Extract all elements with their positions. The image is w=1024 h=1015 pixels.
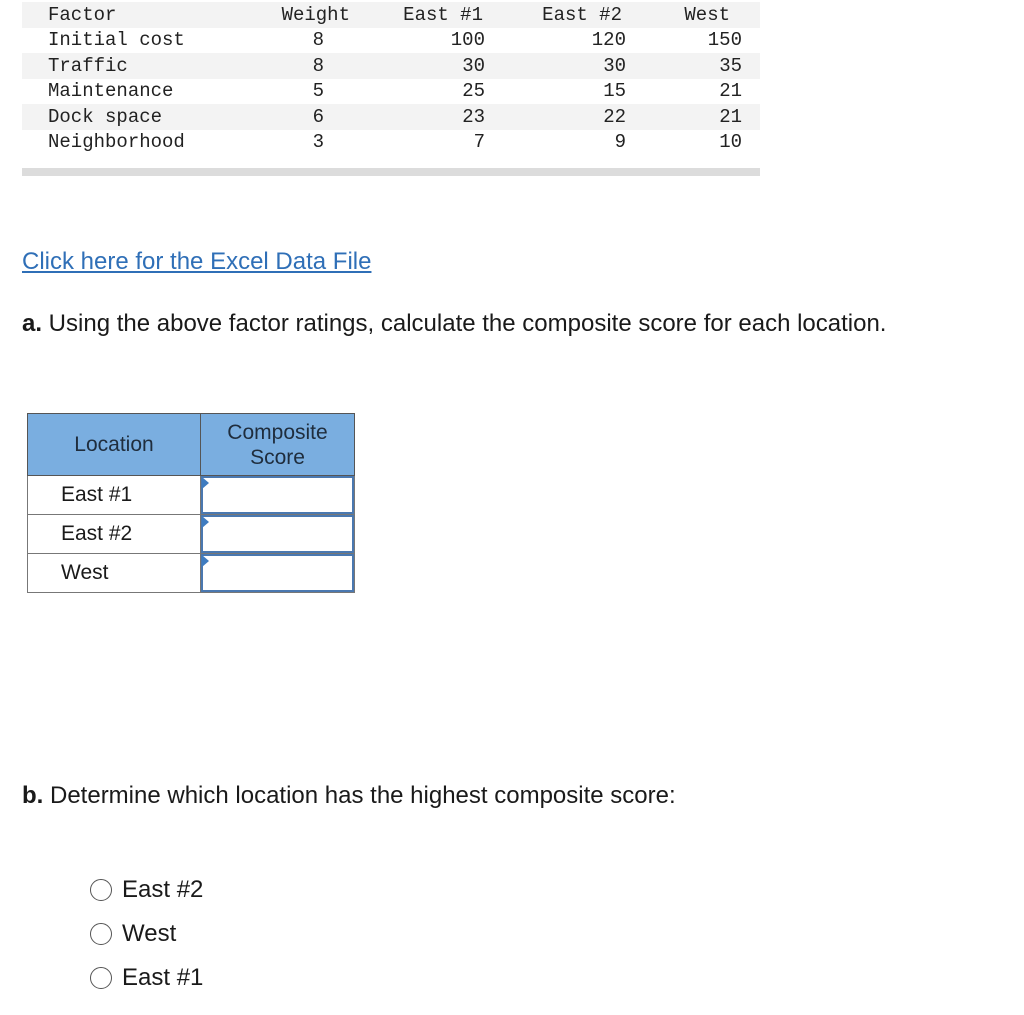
radio-button[interactable]: [90, 967, 112, 989]
question-b-text: Determine which location has the highest composite score:: [43, 782, 676, 809]
question-a-text: Using the above factor ratings, calculate the composite score for each location.: [42, 310, 887, 337]
table-row: [28, 554, 355, 593]
east-2-value: 120: [591, 29, 626, 52]
east-1-value: 7: [473, 131, 485, 154]
composite-score-input-east-1[interactable]: [201, 476, 354, 514]
score-cell: [201, 476, 355, 515]
composite-score-input-east-2[interactable]: [201, 515, 354, 553]
flag-icon: [202, 477, 209, 489]
table-row: [22, 104, 760, 130]
east-2-value: 9: [614, 131, 626, 154]
header-weight: Weight: [281, 3, 350, 26]
west-value: 10: [719, 131, 742, 154]
header-east-2: East #2: [542, 3, 622, 26]
score-cell: [201, 554, 355, 593]
east-1-value: 100: [450, 29, 485, 52]
question-b-label: b.: [22, 782, 44, 809]
header-factor: Factor: [48, 3, 117, 26]
table-row: [22, 53, 760, 79]
header-location: Location: [28, 414, 201, 476]
west-value: 21: [719, 105, 742, 128]
header-east-1: East #1: [403, 3, 483, 26]
question-a: [22, 310, 886, 338]
location-name: East #2: [28, 515, 201, 554]
option-label: East #2: [122, 876, 204, 903]
question-b: [22, 782, 676, 810]
flag-icon: [202, 516, 209, 528]
weight-value: 6: [312, 105, 324, 128]
location-options: [90, 868, 203, 1000]
west-value: 21: [719, 80, 742, 103]
table-row: [22, 28, 760, 54]
factor-name: Maintenance: [48, 80, 174, 103]
east-1-value: 30: [462, 54, 485, 77]
radio-button[interactable]: [90, 923, 112, 945]
header-west: West: [684, 3, 730, 26]
east-2-value: 15: [603, 80, 626, 103]
excel-data-file-link[interactable]: Click here for the Excel Data File: [22, 248, 372, 275]
radio-button[interactable]: [90, 879, 112, 901]
factor-name: Initial cost: [48, 29, 185, 52]
option-west[interactable]: [90, 912, 203, 956]
factor-table-header: [22, 2, 760, 28]
option-east-2[interactable]: [90, 868, 203, 912]
weight-value: 3: [312, 131, 324, 154]
header-score-line2: Score: [250, 445, 305, 469]
east-1-value: 25: [462, 80, 485, 103]
west-value: 150: [707, 29, 742, 52]
factor-name: Dock space: [48, 105, 163, 128]
composite-score-input-west[interactable]: [201, 554, 354, 592]
location-name: East #1: [28, 476, 201, 515]
table-row: [28, 515, 355, 554]
header-score-line1: Composite: [227, 420, 328, 444]
weight-value: 5: [312, 80, 324, 103]
table-row: [22, 130, 760, 156]
question-a-label: a.: [22, 310, 43, 337]
west-value: 35: [719, 54, 742, 77]
east-2-value: 22: [603, 105, 626, 128]
weight-value: 8: [312, 29, 324, 52]
location-name: West: [28, 554, 201, 593]
factor-ratings-table: [22, 2, 760, 155]
option-east-1[interactable]: [90, 956, 203, 1000]
flag-icon: [202, 555, 209, 567]
header-composite-score: [201, 414, 355, 476]
option-label: East #1: [122, 964, 204, 991]
factor-name: Neighborhood: [48, 131, 185, 154]
factor-name: Traffic: [48, 54, 128, 77]
composite-score-table: [27, 413, 355, 593]
answer-table-header: [28, 414, 355, 476]
east-1-value: 23: [462, 105, 485, 128]
option-label: West: [122, 920, 177, 947]
weight-value: 8: [312, 54, 324, 77]
east-2-value: 30: [603, 54, 626, 77]
table-divider: [22, 168, 760, 176]
table-row: [22, 79, 760, 105]
table-row: [28, 476, 355, 515]
score-cell: [201, 515, 355, 554]
